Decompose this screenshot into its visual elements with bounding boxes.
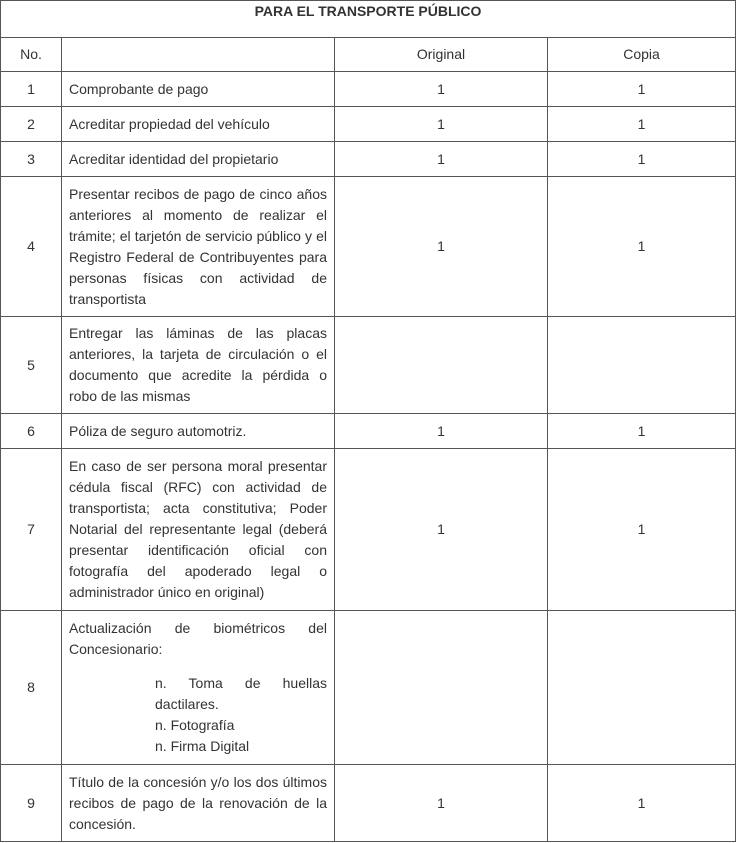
- row-copia: [548, 317, 736, 414]
- row-original: 1: [335, 449, 548, 611]
- table-row: [1, 611, 736, 765]
- row-copia: 1: [548, 72, 736, 107]
- row-number: 1: [1, 72, 62, 107]
- row-number: 6: [1, 414, 62, 449]
- header-original: Original: [335, 38, 548, 72]
- row-number: 4: [1, 177, 62, 317]
- row-copia: 1: [548, 177, 736, 317]
- row-description: Título de la concesión y/o los dos últimos recibos de pago de la renovación de la concesión.: [62, 765, 335, 842]
- row-description: Acreditar identidad del propietario: [62, 142, 335, 177]
- row-copia: 1: [548, 449, 736, 611]
- row-copia: 1: [548, 142, 736, 177]
- row-original: 1: [335, 107, 548, 142]
- header-desc: [62, 38, 335, 72]
- row-original: [335, 317, 548, 414]
- table-row: [1, 107, 736, 142]
- title-row: [1, 1, 736, 38]
- list-item: n. Toma de huellas dactilares.: [155, 675, 327, 712]
- biometrics-sublist: [69, 673, 327, 757]
- row-original: 1: [335, 142, 548, 177]
- row-number: 3: [1, 142, 62, 177]
- row-original: [335, 611, 548, 765]
- row-description: En caso de ser persona moral presentar cédula fiscal (RFC) con actividad de transportista; acta constitutiva; Poder Notarial del representante legal (deberá presentar identificación oficial con fotografía del apoderado legal o administrador único en original): [62, 449, 335, 611]
- header-no: No.: [1, 38, 62, 72]
- table-title: PARA EL TRANSPORTE PÚBLICO: [1, 1, 736, 38]
- row-description: Póliza de seguro automotriz.: [62, 414, 335, 449]
- row-original: 1: [335, 765, 548, 842]
- row-description: Comprobante de pago: [62, 72, 335, 107]
- row-original: 1: [335, 414, 548, 449]
- table-row: [1, 142, 736, 177]
- header-copia: Copia: [548, 38, 736, 72]
- row-number: 8: [1, 611, 62, 765]
- row-number: 7: [1, 449, 62, 611]
- table-row: [1, 449, 736, 611]
- header-row: [1, 38, 736, 72]
- table-row: [1, 72, 736, 107]
- row-copia: 1: [548, 107, 736, 142]
- table-row: [1, 414, 736, 449]
- row-original: 1: [335, 177, 548, 317]
- row-description: Entregar las láminas de las placas anteriores, la tarjeta de circulación o el documento que acredite la pérdida o robo de las mismas: [62, 317, 335, 414]
- list-item: n. Fotografía: [155, 717, 235, 733]
- row-number: 2: [1, 107, 62, 142]
- row-copia: 1: [548, 765, 736, 842]
- row-description: [62, 611, 335, 765]
- row-number: 5: [1, 317, 62, 414]
- row-copia: 1: [548, 414, 736, 449]
- table-row: [1, 317, 736, 414]
- table-row: [1, 177, 736, 317]
- table-row: [1, 765, 736, 842]
- biometrics-heading: Actualización de biométricos del Concesionario:: [69, 620, 327, 657]
- row-original: 1: [335, 72, 548, 107]
- row-description: Acreditar propiedad del vehículo: [62, 107, 335, 142]
- row-number: 9: [1, 765, 62, 842]
- row-description: Presentar recibos de pago de cinco años anteriores al momento de realizar el trámite; el tarjetón de servicio público y el Registro Federal de Contribuyentes para personas físicas con actividad de transportista: [62, 177, 335, 317]
- list-item: n. Firma Digital: [155, 738, 250, 754]
- row-copia: [548, 611, 736, 765]
